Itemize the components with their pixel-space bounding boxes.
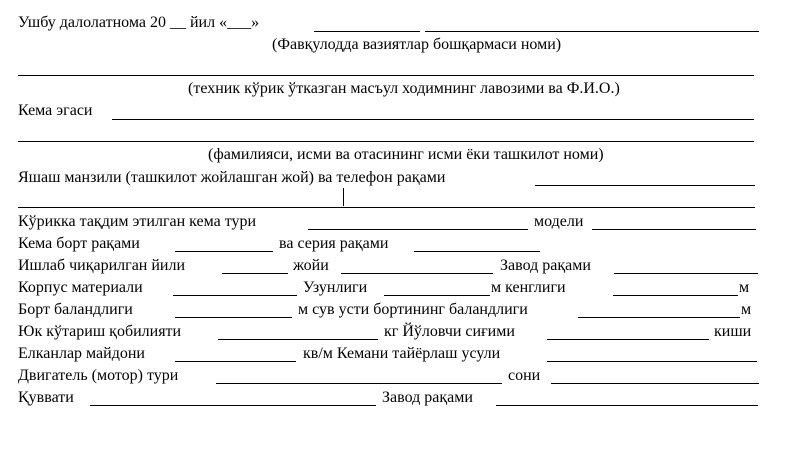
freeboard-line[interactable] — [578, 317, 740, 318]
board-height-label: Борт баландлиги — [18, 301, 133, 318]
address-line-2[interactable] — [18, 207, 755, 208]
series-label: ва серия рақами — [279, 235, 389, 252]
engine-count-line[interactable] — [551, 383, 759, 384]
address-label: Яшаш манзили (ташкилот жойлашган жой) ва телефон рақами — [18, 169, 446, 186]
owner-caption: (фамилияси, исми ва отасининг исми ёки ташкилот номи) — [208, 146, 604, 163]
width-line[interactable] — [613, 295, 738, 296]
hull-material-line[interactable] — [173, 295, 297, 296]
series-line[interactable] — [414, 251, 540, 252]
act-date-line[interactable] — [314, 31, 420, 32]
engine-type-label: Двигатель (мотор) тури — [18, 367, 179, 384]
place-label: жойи — [293, 257, 329, 274]
year-label: Ишлаб чиқарилган йили — [18, 257, 186, 274]
sail-area-line[interactable] — [175, 361, 296, 362]
power-label: Қуввати — [18, 389, 74, 406]
inspector-line[interactable] — [18, 75, 754, 76]
passenger-unit: киши — [714, 323, 752, 340]
place-line[interactable] — [341, 273, 493, 274]
vessel-type-line[interactable] — [308, 229, 528, 230]
power-line[interactable] — [90, 405, 376, 406]
inspector-caption: (техник кўрик ўтказган масъул ходимнинг лавозими ва Ф.И.О.) — [188, 80, 620, 97]
hull-material-label: Корпус материали — [18, 279, 143, 296]
length-line[interactable] — [384, 295, 490, 296]
engine-count-label: сони — [508, 367, 541, 384]
authority-caption: (Фавқулодда вазиятлар бошқармаси номи) — [272, 36, 562, 53]
board-number-line[interactable] — [175, 251, 273, 252]
vessel-model-label: модели — [534, 213, 584, 230]
engine-factory-line[interactable] — [496, 405, 758, 406]
owner-line-2[interactable] — [18, 141, 754, 142]
board-height-line[interactable] — [175, 317, 292, 318]
factory-number-line[interactable] — [614, 273, 758, 274]
address-line-1[interactable] — [535, 185, 755, 186]
text-cursor — [343, 188, 344, 206]
engine-type-line[interactable] — [216, 383, 502, 384]
capacity-label: Юк кўтариш қобилияти — [18, 323, 182, 340]
engine-factory-label: Завод рақами — [382, 389, 473, 406]
passenger-line[interactable] — [547, 339, 709, 340]
authority-name-line[interactable] — [425, 31, 759, 32]
width-label: м кенглиги — [491, 279, 566, 296]
passenger-label: кг Йўловчи сиғими — [384, 323, 515, 340]
vessel-type-label: Кўрикка тақдим этилган кема тури — [18, 213, 257, 230]
act-intro-text: Ушбу далолатнома 20 __ йил «___» — [18, 14, 260, 31]
freeboard-unit: м — [741, 301, 752, 318]
width-unit: м — [739, 279, 750, 296]
freeboard-label: м сув усти бортининг баландлиги — [298, 301, 528, 318]
factory-number-label: Завод рақами — [500, 257, 591, 274]
owner-label: Кема эгаси — [18, 102, 93, 119]
sail-area-label: Елканлар майдони — [18, 345, 145, 362]
year-line[interactable] — [222, 273, 288, 274]
prep-method-line[interactable] — [547, 361, 757, 362]
vessel-model-line[interactable] — [592, 229, 756, 230]
board-number-label: Кема борт рақами — [18, 235, 140, 252]
owner-line-1[interactable] — [112, 119, 754, 120]
length-label: Узунлиги — [303, 279, 368, 296]
capacity-line[interactable] — [218, 339, 378, 340]
prep-method-label: кв/м Кемани тайёрлаш усули — [303, 345, 501, 362]
